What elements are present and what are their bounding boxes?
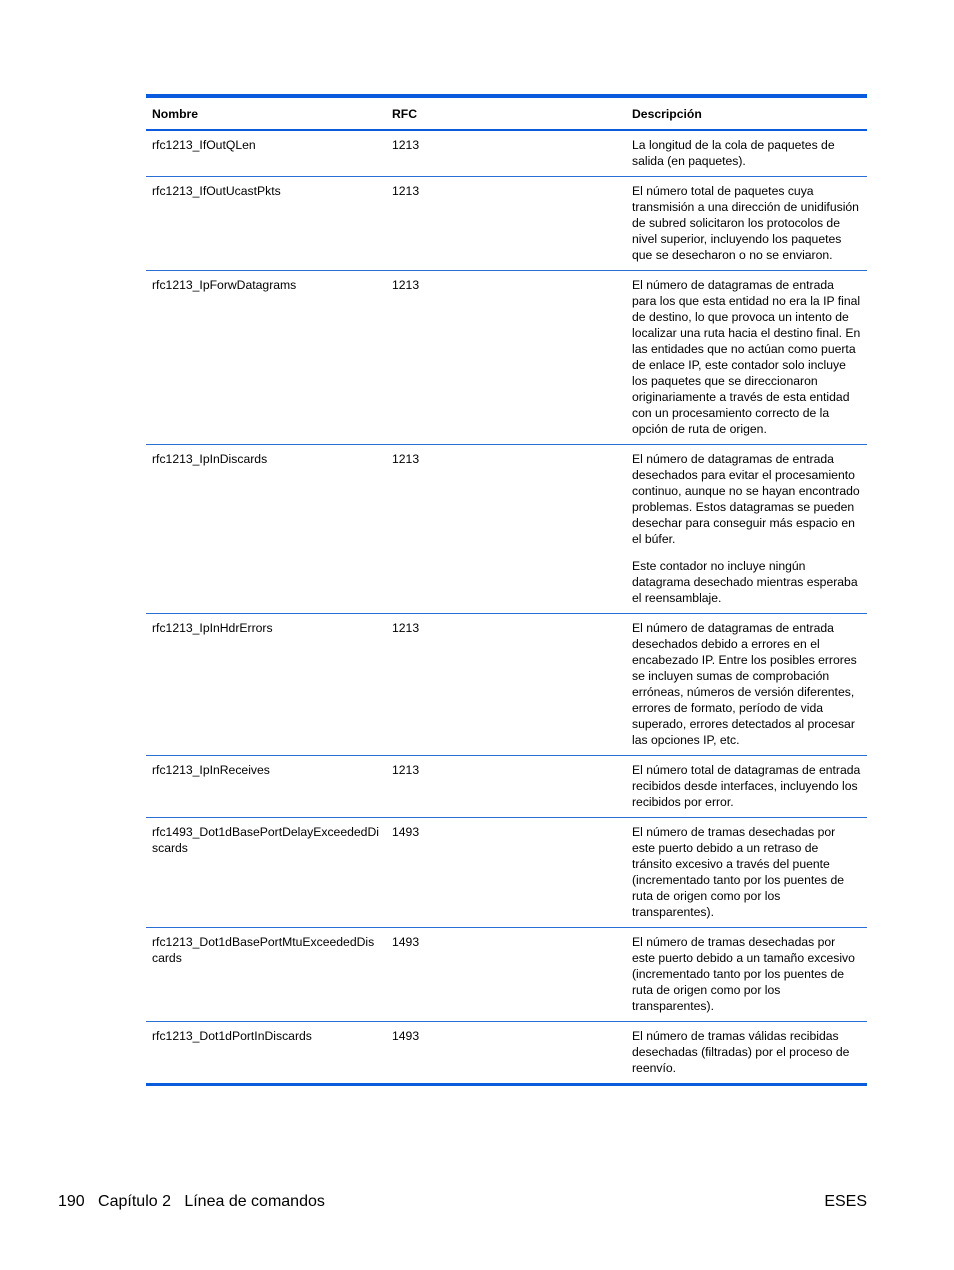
description-paragraph: Este contador no incluye ningún datagrama desechado mientras esperaba el reensamblaje. [632, 559, 858, 605]
cell-description [626, 1022, 867, 1085]
cell-description [626, 614, 867, 756]
cell-name: rfc1493_Dot1dBasePortDelayExceededDiscards [152, 825, 379, 855]
metrics-table [146, 94, 867, 1086]
cell-name: rfc1213_IpInDiscards [152, 452, 268, 466]
table-row [146, 1022, 867, 1085]
cell-description [626, 756, 867, 818]
description-paragraph: El número de tramas válidas recibidas desechadas (filtradas) por el proceso de reenvío. [632, 1029, 850, 1075]
cell-description [626, 445, 867, 614]
description-paragraph: El número de datagramas de entrada desechados para evitar el procesamiento continuo, aunque no se hayan encontrado problemas. Estos datagramas se pueden desechar para conseguir más espacio en el búfer. [632, 452, 860, 546]
description-paragraph: El número total de datagramas de entrada recibidos desde interfaces, incluyendo los recibidos por error. [632, 763, 861, 809]
table-header-row [146, 96, 867, 130]
table-row [146, 818, 867, 928]
description-paragraph: El número de tramas desechadas por este puerto debido a un tamaño excesivo (incrementado tanto por los puentes de ruta de origen como por los transparentes). [632, 935, 855, 1013]
description-paragraph: El número total de paquetes cuya transmisión a una dirección de unidifusión de subred solicitaron los protocolos de nivel superior, incluyendo los paquetes que se desecharon o no se enviaron. [632, 184, 859, 262]
header-rfc: RFC [392, 107, 418, 121]
cell-name: rfc1213_IpForwDatagrams [152, 278, 297, 292]
cell-name: rfc1213_Dot1dPortInDiscards [152, 1029, 312, 1043]
cell-name: rfc1213_IpInReceives [152, 763, 270, 777]
description-paragraph: La longitud de la cola de paquetes de salida (en paquetes). [632, 138, 835, 168]
cell-rfc: 1213 [392, 278, 420, 292]
table-row [146, 271, 867, 445]
cell-rfc: 1213 [392, 621, 420, 635]
cell-name: rfc1213_Dot1dBasePortMtuExceededDiscards [152, 935, 375, 965]
description-paragraph: El número de tramas desechadas por este puerto debido a un retraso de tránsito excesivo a través del puente (incrementado tanto por los puentes de ruta de origen como por los transparentes). [632, 825, 845, 919]
table-row [146, 928, 867, 1022]
header-nombre: Nombre [152, 107, 199, 121]
cell-name: rfc1213_IfOutQLen [152, 138, 256, 152]
cell-description [626, 818, 867, 928]
metrics-table-container [146, 94, 867, 1086]
table-row [146, 614, 867, 756]
table-row [146, 177, 867, 271]
cell-description [626, 130, 867, 177]
table-row [146, 445, 867, 614]
description-paragraph: El número de datagramas de entrada para los que esta entidad no era la IP final de destino, lo que provoca un intento de localizar una ruta hacia el destino final. En las entidades que no actúan como puerta de enlace IP, este contador solo incluye los paquetes que se direccionaron originariamente a través de esta entidad con un procesamiento correcto de la opción de ruta de origen. [632, 278, 861, 436]
chapter-title: Línea de comandos [184, 1193, 325, 1210]
cell-description [626, 928, 867, 1022]
cell-rfc: 1213 [392, 138, 420, 152]
cell-rfc: 1213 [392, 763, 420, 777]
cell-rfc: 1213 [392, 184, 420, 198]
chapter-label: Capítulo 2 [98, 1193, 171, 1210]
table-row [146, 756, 867, 818]
cell-name: rfc1213_IpInHdrErrors [152, 621, 273, 635]
header-descripcion: Descripción [632, 107, 702, 121]
page-number: 190 [58, 1193, 85, 1210]
cell-rfc: 1493 [392, 1029, 420, 1043]
locale-code: ESES [824, 1193, 867, 1210]
cell-rfc: 1213 [392, 452, 420, 466]
cell-description [626, 271, 867, 445]
cell-rfc: 1493 [392, 825, 420, 839]
cell-name: rfc1213_IfOutUcastPkts [152, 184, 281, 198]
page-footer-left [58, 1192, 325, 1212]
table-row [146, 130, 867, 177]
cell-description [626, 177, 867, 271]
description-paragraph: El número de datagramas de entrada desechados debido a errores en el encabezado IP. Entre los posibles errores se incluyen sumas de comprobación erróneas, números de versión diferentes, errores de formato, período de vida superado, errores detectados al procesar las opciones IP, etc. [632, 621, 857, 747]
cell-rfc: 1493 [392, 935, 420, 949]
